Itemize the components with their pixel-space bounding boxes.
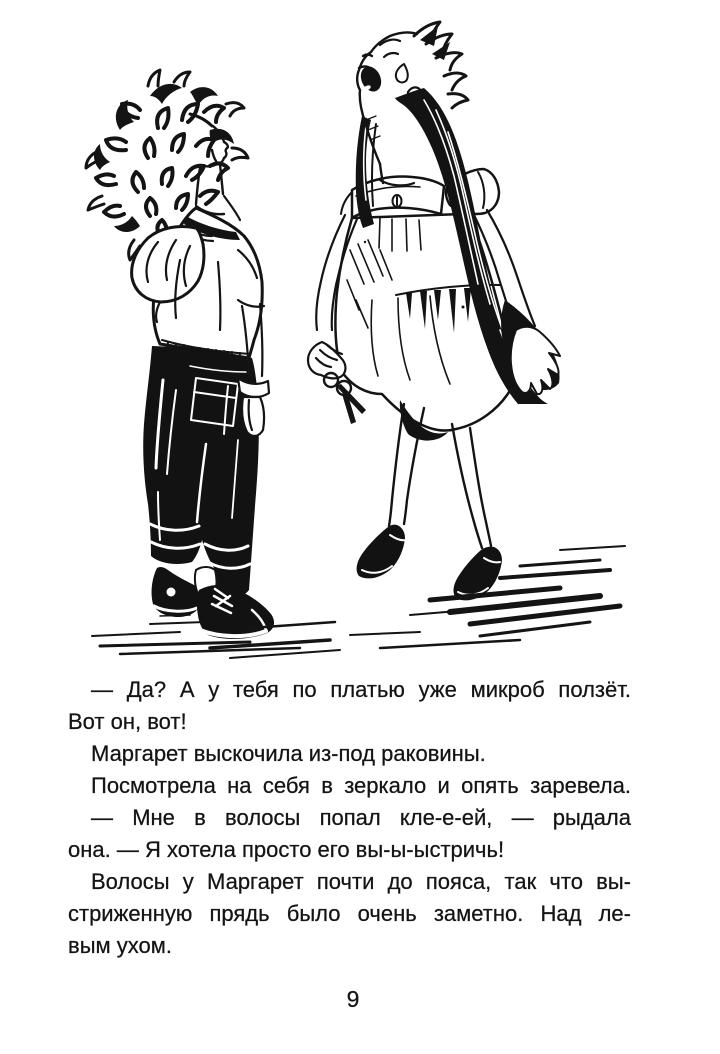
page-number: 9 [346, 986, 360, 1012]
paragraph-3 [68, 770, 631, 802]
text-line: Маргарет выскочила из-под раковины. [91, 741, 486, 766]
text-line: Посмотрела на себя в зеркало и опять заревела. [91, 773, 631, 798]
text-line: — Мне в волосы попал кле-е-ей, — рыдала [91, 805, 631, 830]
text-line: вым ухом. [68, 933, 172, 958]
boy-figure [86, 70, 274, 639]
text-line: — Да? А у тебя по платью уже микроб ползёт. [91, 677, 631, 702]
paragraph-5 [68, 866, 631, 962]
paragraph-1 [68, 674, 631, 738]
text-line: стриженную прядь было очень заметно. Над ле- [68, 901, 631, 926]
text-line: Вот он, вот! [68, 709, 187, 734]
text-line: она. — Я хотела просто его вы-ы-ыстричь! [68, 837, 505, 862]
paragraph-2 [68, 738, 631, 770]
text-line: Волосы у Маргарет почти до пояса, так что вы- [91, 869, 631, 894]
paragraph-4 [68, 802, 631, 866]
girl-figure [308, 22, 560, 600]
story-text [68, 674, 631, 962]
